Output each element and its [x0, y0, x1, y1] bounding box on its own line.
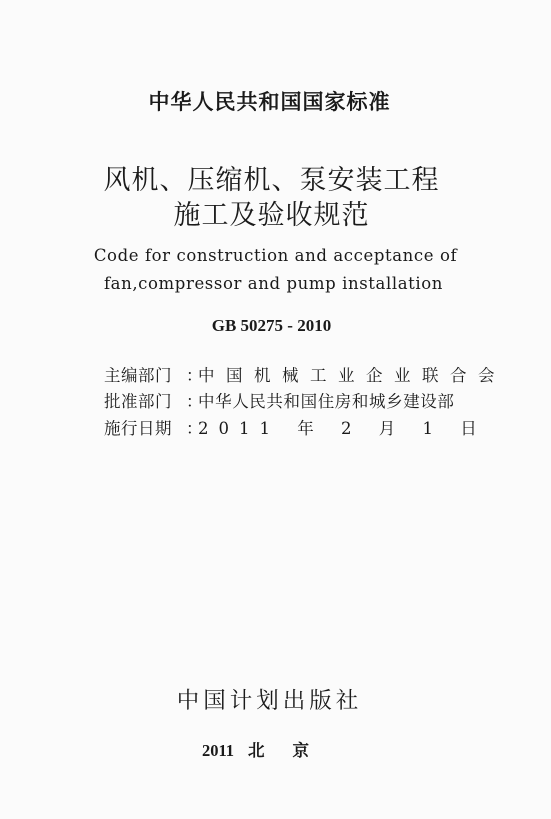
meta-separator: ：	[186, 392, 203, 411]
standard-code: GB 50275 - 2010	[211, 316, 332, 335]
meta-value: 2011 年 2 月 1 日	[198, 419, 487, 438]
english-title-line-1: Code for construction and acceptance of	[93, 246, 458, 265]
publication-line	[0, 737, 545, 761]
publisher-name: 中国计划出版社	[176, 688, 363, 714]
english-title-line-2: fan,compressor and pump installation	[103, 274, 444, 293]
meta-value: 中华人民共和国住房和城乡建设部	[198, 392, 455, 411]
meta-separator: ：	[186, 419, 203, 438]
meta-value: 中国机械工业企业联合会	[198, 366, 506, 385]
meta-row-editing-department	[104, 362, 506, 386]
meta-row-effective-date	[104, 415, 487, 439]
meta-separator: ：	[186, 366, 203, 385]
chinese-title-line-1: 风机、压缩机、泵安装工程	[103, 165, 440, 196]
standard-type-heading: 中华人民共和国国家标准	[148, 90, 391, 114]
publication-year: 2011	[201, 741, 235, 760]
meta-label: 主编部门	[104, 366, 172, 385]
chinese-title-line-2: 施工及验收规范	[173, 200, 370, 231]
meta-label: 批准部门	[104, 392, 172, 411]
meta-label: 施行日期	[104, 419, 172, 438]
publication-city: 北京	[248, 741, 338, 760]
meta-row-approving-department	[104, 388, 454, 412]
